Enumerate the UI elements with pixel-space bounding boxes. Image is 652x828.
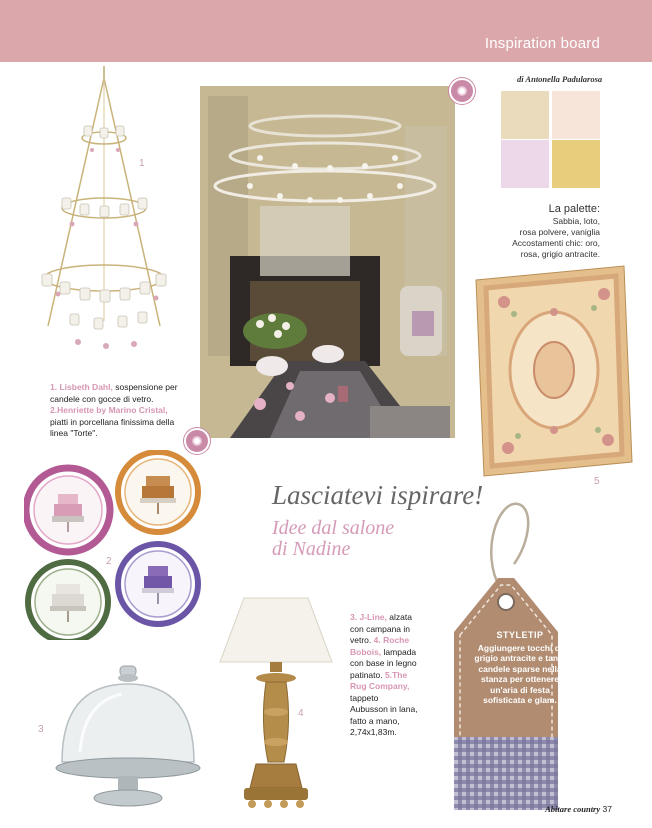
decorative-medallion-top xyxy=(449,78,475,104)
caption-text: alzata con campana in vetro. xyxy=(350,612,412,645)
palette-swatch-sand xyxy=(501,91,549,139)
caption-text: piatti in porcellana finissima della linea "Torte". xyxy=(50,416,175,438)
headline: Lasciatevi ispirare! xyxy=(272,480,484,510)
palette-line: rosa, grigio antracite. xyxy=(520,249,600,259)
subheadline-line: Idee dal salone xyxy=(272,517,395,539)
glass-dome-image xyxy=(52,662,212,822)
aubusson-rug-image xyxy=(474,264,634,479)
subheadline-line: di Nadine xyxy=(272,538,351,560)
caption-number: 4. xyxy=(373,635,381,645)
caption-text: sospensione per candele con gocce di vetro. xyxy=(50,382,178,404)
palette-line: Accostamenti chic: oro, xyxy=(512,238,600,248)
caption-brand: Lisbeth Dahl, xyxy=(59,382,113,392)
item-number-5: 5 xyxy=(594,476,600,487)
byline: di Antonella Padularosa xyxy=(517,74,603,84)
section-title: Inspiration board xyxy=(484,35,600,52)
palette-description xyxy=(460,204,600,260)
caption-number: 3. xyxy=(350,612,358,622)
caption-text: tappeto Aubusson in lana, fatto a mano, 2,74x1,83m. xyxy=(350,692,418,737)
magazine-name: Abitare country xyxy=(545,804,601,814)
styletip-text xyxy=(470,630,570,706)
subheadline xyxy=(272,518,394,560)
caption-number: 5. xyxy=(385,669,393,680)
palette-title: La palette: xyxy=(548,203,600,215)
palette-line: rosa polvere, vaniglia xyxy=(519,227,600,237)
item-number-1: 1 xyxy=(139,158,145,169)
header-bar xyxy=(0,0,652,62)
palette-swatch-lotus xyxy=(552,91,600,139)
palette-swatch-vanilla xyxy=(552,140,600,188)
caption-number: 1. xyxy=(50,382,58,392)
caption-text: lampada con base in legno patinato. xyxy=(350,646,417,680)
plates-image xyxy=(24,450,204,640)
styletip-title: STYLETIP xyxy=(496,630,544,640)
page-number: 37 xyxy=(602,804,612,814)
item-number-4: 4 xyxy=(298,708,304,719)
item-number-2: 2 xyxy=(106,556,112,567)
styletip-body: Aggiungere tocchi di grigio antracite e tante candele sparse nella stanza per ottenere un'aria di festa sofisticata e glam. xyxy=(474,642,566,705)
palette-swatch-dusty-pink xyxy=(501,140,549,188)
item-number-3: 3 xyxy=(38,724,44,735)
page-footer xyxy=(545,804,612,814)
salon-photo-illustration xyxy=(200,86,455,438)
caption-brand: Roche Bobois, xyxy=(350,635,410,657)
caption-items-3-4-5 xyxy=(350,612,418,739)
palette-line: Sabbia, loto, xyxy=(552,216,600,226)
caption-brand: The Rug Company, xyxy=(350,669,410,691)
caption-number: 2. xyxy=(50,405,58,415)
caption-brand: J-Line, xyxy=(359,612,387,622)
main-photo xyxy=(200,86,455,438)
caption-brand: Henriette by Marino Cristal, xyxy=(57,405,168,415)
table-lamp-image xyxy=(216,592,336,822)
caption-items-1-2 xyxy=(50,382,180,440)
chandelier-image xyxy=(34,66,184,366)
main-photo-frame xyxy=(196,82,459,442)
